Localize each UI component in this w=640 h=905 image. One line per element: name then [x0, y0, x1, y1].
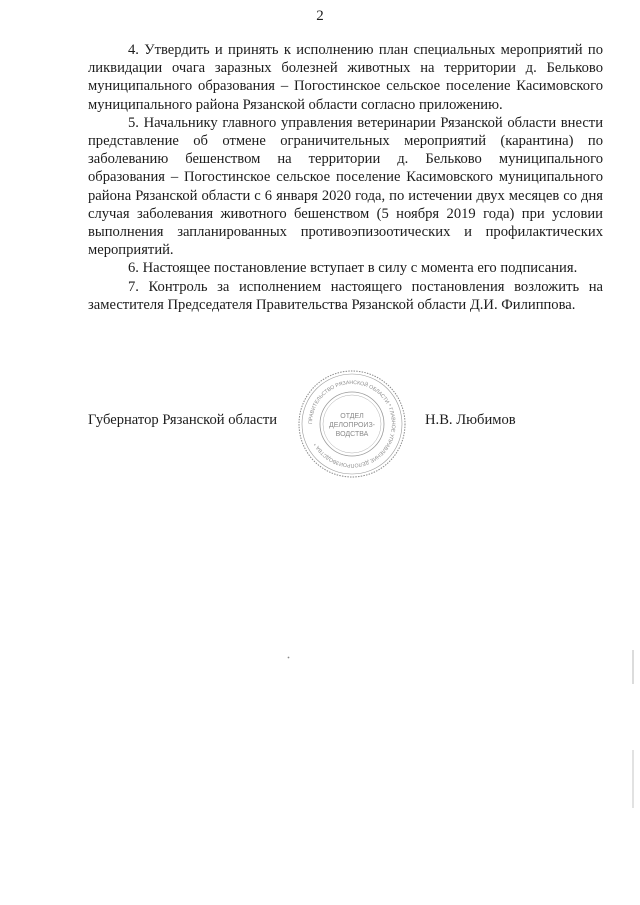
signer-title: Губернатор Рязанской области [88, 412, 278, 428]
paragraph-6: 6. Настоящее постановление вступает в силу с момента его подписания. [128, 260, 578, 277]
svg-text:ОТДЕЛ: ОТДЕЛ [340, 413, 364, 420]
svg-text:ДЕЛОПРОИЗ-: ДЕЛОПРОИЗ- [328, 422, 376, 429]
paragraph-7: 7. Контроль за исполнением настоящего постановления возложить на заместителя Председателя Правительства Рязанской области Д.И. Филиппова. [88, 278, 603, 313]
paragraph-5: 5. Начальнику главного управления ветеринарии Рязанской области внести представление об отмене ограничительных мероприятий (карантина) по заболеванию бешенством на территории д. Бельково муниципального образования – Погостинское сельское поселение Касимовского муниципального района Рязанской области с 6 января 2020 года, по истечении двух месяцев со дня случая заболевания животного бешенством (5 ноября 2019 года) при условии выполнения запланированных противоэпизоотических и профилактических мероприятий. [88, 114, 603, 259]
signer-name: Н.В. Любимов [425, 412, 516, 428]
page-number: 2 [316, 8, 324, 24]
official-seal-stamp [296, 368, 408, 480]
signature-block [88, 379, 608, 482]
svg-text:ВОДСТВА: ВОДСТВА [335, 431, 369, 438]
paragraph-4: 4. Утвердить и принять к исполнению план специальных мероприятий по ликвидации очага заразных болезней животных на территории д. Бельково муниципального образования – Погостинское сельское поселение Касимовского муниципального района Рязанской области согласно приложению. [88, 42, 603, 113]
scan-edge-marks [631, 650, 635, 810]
svg-text:ПРАВИТЕЛЬСТВО РЯЗАНСКОЙ ОБЛАСТ: ПРАВИТЕЛЬСТВО РЯЗАНСКОЙ ОБЛАСТИ * ГЛАВНОЕ УПРАВЛЕНИЕ ДЕЛОПРОИЗВОДСТВА * [307, 379, 397, 469]
scan-speck [287, 656, 290, 659]
document-body [88, 41, 603, 314]
